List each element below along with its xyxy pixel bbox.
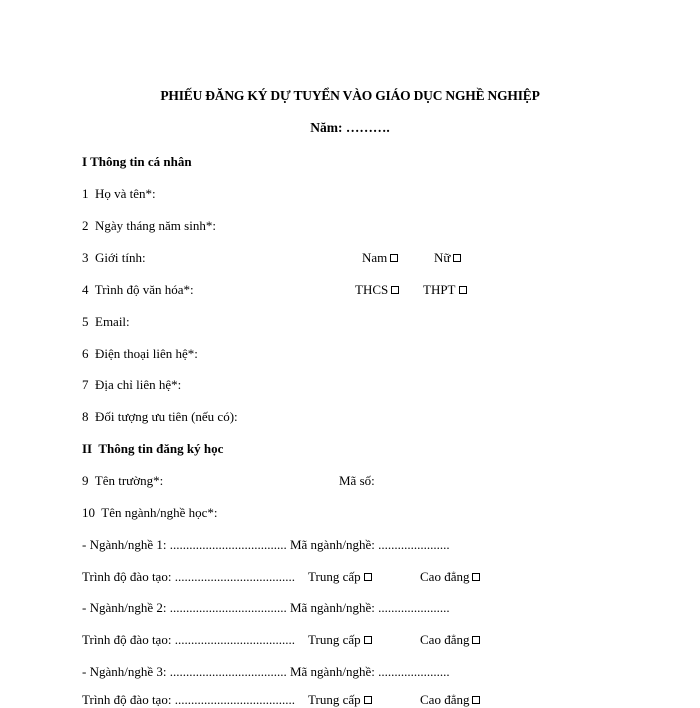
gender-female-checkbox[interactable]	[453, 254, 461, 262]
field-education-level: 4 Trình độ văn hóa*:	[82, 282, 194, 297]
gender-male-option[interactable]	[362, 250, 398, 266]
level-1-trung-cap-checkbox[interactable]	[364, 573, 372, 581]
field-priority-group: 8 Đối tượng ưu tiên (nếu có):	[82, 409, 238, 424]
section-registration-info: II Thông tin đăng ký học	[82, 441, 224, 456]
education-thcs-checkbox[interactable]	[391, 286, 399, 294]
gender-male-checkbox[interactable]	[390, 254, 398, 262]
section-personal-info: I Thông tin cá nhân	[82, 154, 192, 169]
level-2-cao-dang-checkbox[interactable]	[472, 636, 480, 644]
field-address: 7 Địa chỉ liên hệ*:	[82, 377, 182, 392]
level-3-trung-cap-checkbox[interactable]	[364, 696, 372, 704]
major-3-line: - Ngành/nghề 3: .................................... Mã ngành/nghề: ......................	[82, 664, 450, 679]
field-email: 5 Email:	[82, 314, 130, 329]
level-3-cao-dang-label: Cao đẳng	[420, 692, 470, 707]
gender-female-option[interactable]	[434, 250, 461, 266]
level-2-cao-dang-option[interactable]	[420, 632, 480, 648]
education-thcs-label: THCS	[355, 282, 389, 297]
gender-male-label: Nam	[362, 250, 388, 265]
field-school-name: 9 Tên trường*:	[82, 473, 164, 488]
education-thpt-checkbox[interactable]	[459, 286, 467, 294]
form-title: PHIẾU ĐĂNG KÝ DỰ TUYỂN VÀO GIÁO DỤC NGHỀ NGHIỆP	[160, 88, 540, 103]
field-full-name: 1 Họ và tên*:	[82, 186, 156, 201]
major-2-line: - Ngành/nghề 2: .................................... Mã ngành/nghề: ......................	[82, 600, 450, 615]
level-1-trung-cap-label: Trung cấp	[308, 569, 361, 584]
level-1-cao-dang-label: Cao đẳng	[420, 569, 470, 584]
level-2-trung-cap-checkbox[interactable]	[364, 636, 372, 644]
level-3-cao-dang-option[interactable]	[420, 692, 480, 708]
level-3-cao-dang-checkbox[interactable]	[472, 696, 480, 704]
field-birth-date: 2 Ngày tháng năm sinh*:	[82, 218, 216, 233]
field-major: 10 Tên ngành/nghề học*:	[82, 505, 218, 520]
field-school-code: Mã số:	[339, 473, 375, 488]
level-3-trung-cap-label: Trung cấp	[308, 692, 361, 707]
field-gender: 3 Giới tính:	[82, 250, 146, 265]
education-thpt-option[interactable]	[423, 282, 467, 298]
major-1-line: - Ngành/nghề 1: .................................... Mã ngành/nghề: ......................	[82, 537, 450, 552]
level-1-cao-dang-checkbox[interactable]	[472, 573, 480, 581]
training-level-3: Trình độ đào tạo: .....................................	[82, 692, 295, 707]
field-phone: 6 Điện thoại liên hệ*:	[82, 346, 198, 361]
level-2-trung-cap-label: Trung cấp	[308, 632, 361, 647]
training-level-1: Trình độ đào tạo: .....................................	[82, 569, 295, 584]
level-2-trung-cap-option[interactable]	[308, 632, 372, 648]
level-1-trung-cap-option[interactable]	[308, 569, 372, 585]
training-level-2: Trình độ đào tạo: .....................................	[82, 632, 295, 647]
gender-female-label: Nữ	[434, 250, 451, 265]
level-2-cao-dang-label: Cao đẳng	[420, 632, 470, 647]
level-1-cao-dang-option[interactable]	[420, 569, 480, 585]
education-thpt-label: THPT	[423, 282, 456, 297]
level-3-trung-cap-option[interactable]	[308, 692, 372, 708]
form-year: Năm: ……….	[310, 120, 390, 135]
education-thcs-option[interactable]	[355, 282, 399, 298]
